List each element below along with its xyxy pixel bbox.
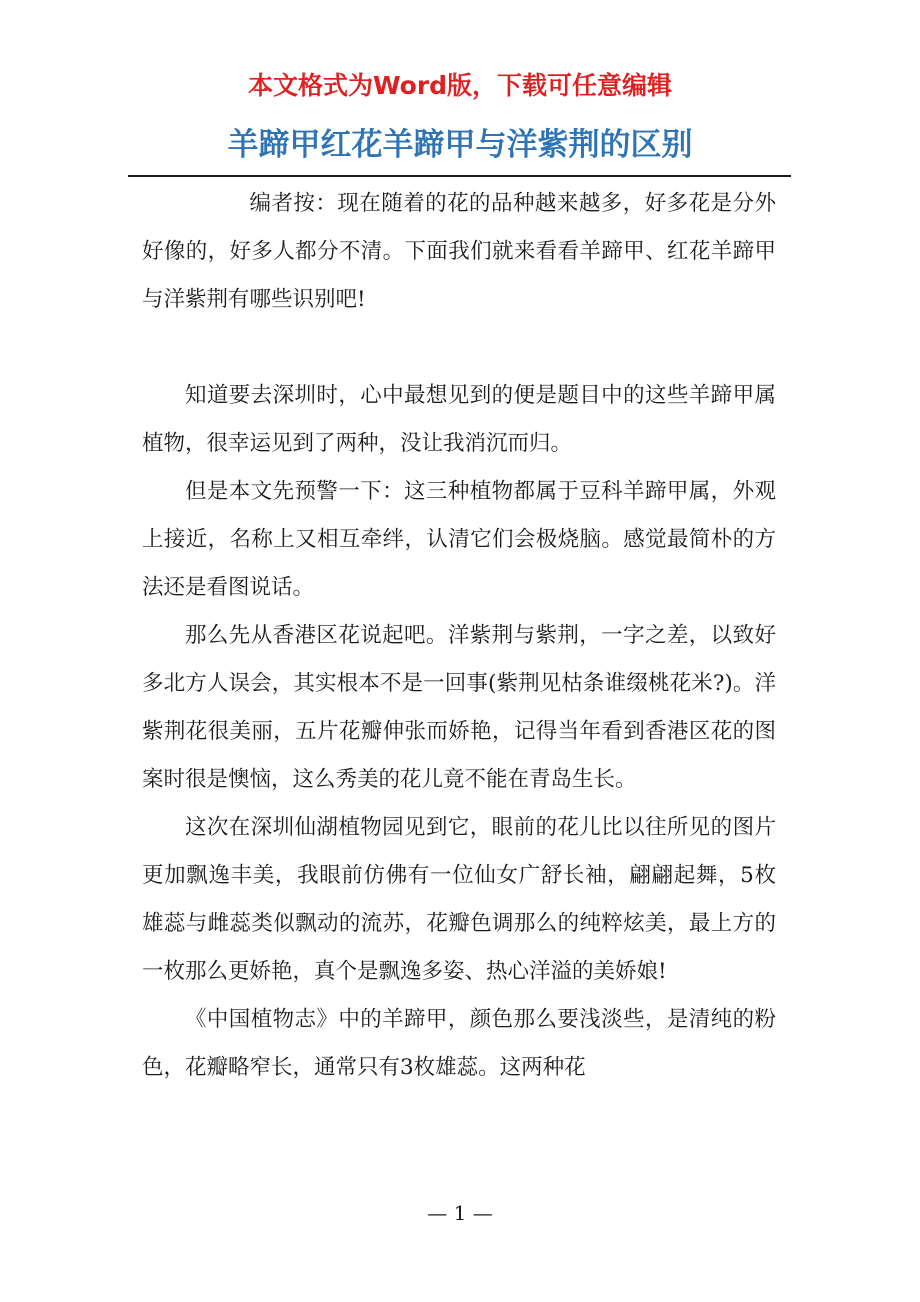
title-divider bbox=[128, 175, 791, 177]
body-paragraph: 《中国植物志》中的羊蹄甲，颜色那么要浅淡些，是清纯的粉色，花瓣略窄长，通常只有3枚雄蕊。这两种花 bbox=[142, 1007, 776, 1080]
page-number: — 1 — bbox=[427, 1201, 493, 1225]
paragraph-gap bbox=[142, 324, 776, 372]
body-paragraph: 但是本文先预警一下：这三种植物都属于豆科羊蹄甲属，外观上接近，名称上又相互牵绊，认清它们会极烧脑。感觉最简朴的方法还是看图说话。 bbox=[142, 479, 776, 600]
article-body bbox=[142, 180, 776, 1092]
body-paragraph: 知道要去深圳时，心中最想见到的便是题目中的这些羊蹄甲属植物，很幸运见到了两种，没让我消沉而归。 bbox=[142, 383, 776, 456]
body-paragraph: 那么先从香港区花说起吧。洋紫荆与紫荆，一字之差，以致好多北方人误会，其实根本不是一回事(紫荆见枯条谁缀桃花米?)。洋紫荆花很美丽，五片花瓣伸张而娇艳，记得当年看到香港区花的图案时很是懊恼，这么秀美的花儿竟不能在青岛生长。 bbox=[142, 623, 776, 792]
body-paragraph: 这次在深圳仙湖植物园见到它，眼前的花儿比以往所见的图片更加飘逸丰美，我眼前仿佛有一位仙女广舒长袖，翩翩起舞，5枚雄蕊与雌蕊类似飘动的流苏，花瓣色调那么的纯粹炫美，最上方的一枚那么更娇艳，真个是飘逸多姿、热心洋溢的美娇娘! bbox=[142, 815, 776, 984]
document-title: 羊蹄甲红花羊蹄甲与洋紫荆的区别 bbox=[227, 127, 693, 163]
editor-note-paragraph: 编者按：现在随着的花的品种越来越多，好多花是分外好像的，好多人都分不清。下面我们就来看看羊蹄甲、红花羊蹄甲与洋紫荆有哪些识别吧! bbox=[142, 191, 776, 312]
format-notice-banner: 本文格式为Word版，下载可任意编辑 bbox=[247, 71, 673, 100]
